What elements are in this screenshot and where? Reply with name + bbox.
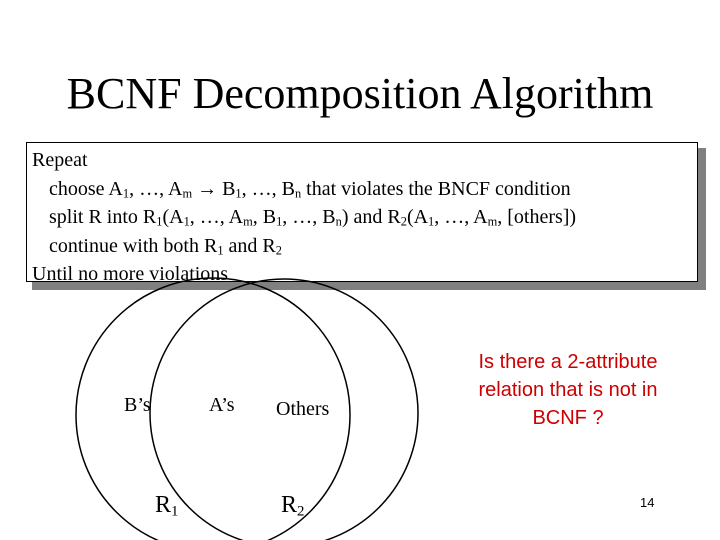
algo-text: , B [252,206,277,228]
algo-text: choose A [49,177,123,200]
venn-label-others: Others [276,398,330,420]
algo-text: (A [406,206,429,228]
algo-subscript: n [335,214,342,229]
algo-subscript: 1 [183,214,190,229]
venn-label-as: A’s [209,394,235,416]
venn-label-r2 [281,491,304,519]
algo-subscript: 2 [400,214,407,229]
algo-subscript: 1 [276,214,283,229]
venn-label-r1 [155,491,178,519]
algo-subscript: 1 [217,243,224,258]
algo-subscript: m [243,214,253,229]
venn-label-bs: B’s [124,394,151,416]
rel-text: R [281,492,298,518]
algo-subscript: m [182,186,193,201]
algo-text: , …, A [189,206,244,228]
algo-subscript: m [487,214,498,229]
algo-subscript: 1 [428,214,435,229]
algo-text: (A [162,206,184,228]
algo-text: B [222,177,236,200]
rel-text: R [155,492,172,518]
arrow-icon: → [192,177,223,200]
algo-subscript: 1 [122,186,130,201]
algo-text: that violates the BNCF condition [301,177,571,200]
algo-repeat-line: Repeat [32,149,88,171]
algo-text: and R [223,234,276,257]
algo-text: , …, B [282,206,336,228]
algo-subscript: 2 [275,243,282,258]
algo-subscript: 1 [235,186,242,201]
algo-text: ) and R [341,206,401,228]
algo-text: , …, A [129,177,183,200]
algo-subscript: 1 [156,214,163,229]
algo-text: , [others]) [497,206,577,228]
page-number: 14 [640,495,655,510]
rel-subscript: 1 [171,503,179,520]
slide-title: BCNF Decomposition Algorithm [66,69,654,118]
rel-subscript: 2 [297,503,305,520]
algo-until-line: Until no more violations [32,263,229,285]
algo-text: , …, B [241,177,295,200]
algo-subscript: n [294,186,302,201]
algo-text: split R into R [49,206,157,228]
bcnf-question-note: Is there a 2-attribute relation that is not in BCNF ? [478,351,658,429]
algo-text: continue with both R [49,234,218,257]
algo-text: , …, A [434,206,488,228]
